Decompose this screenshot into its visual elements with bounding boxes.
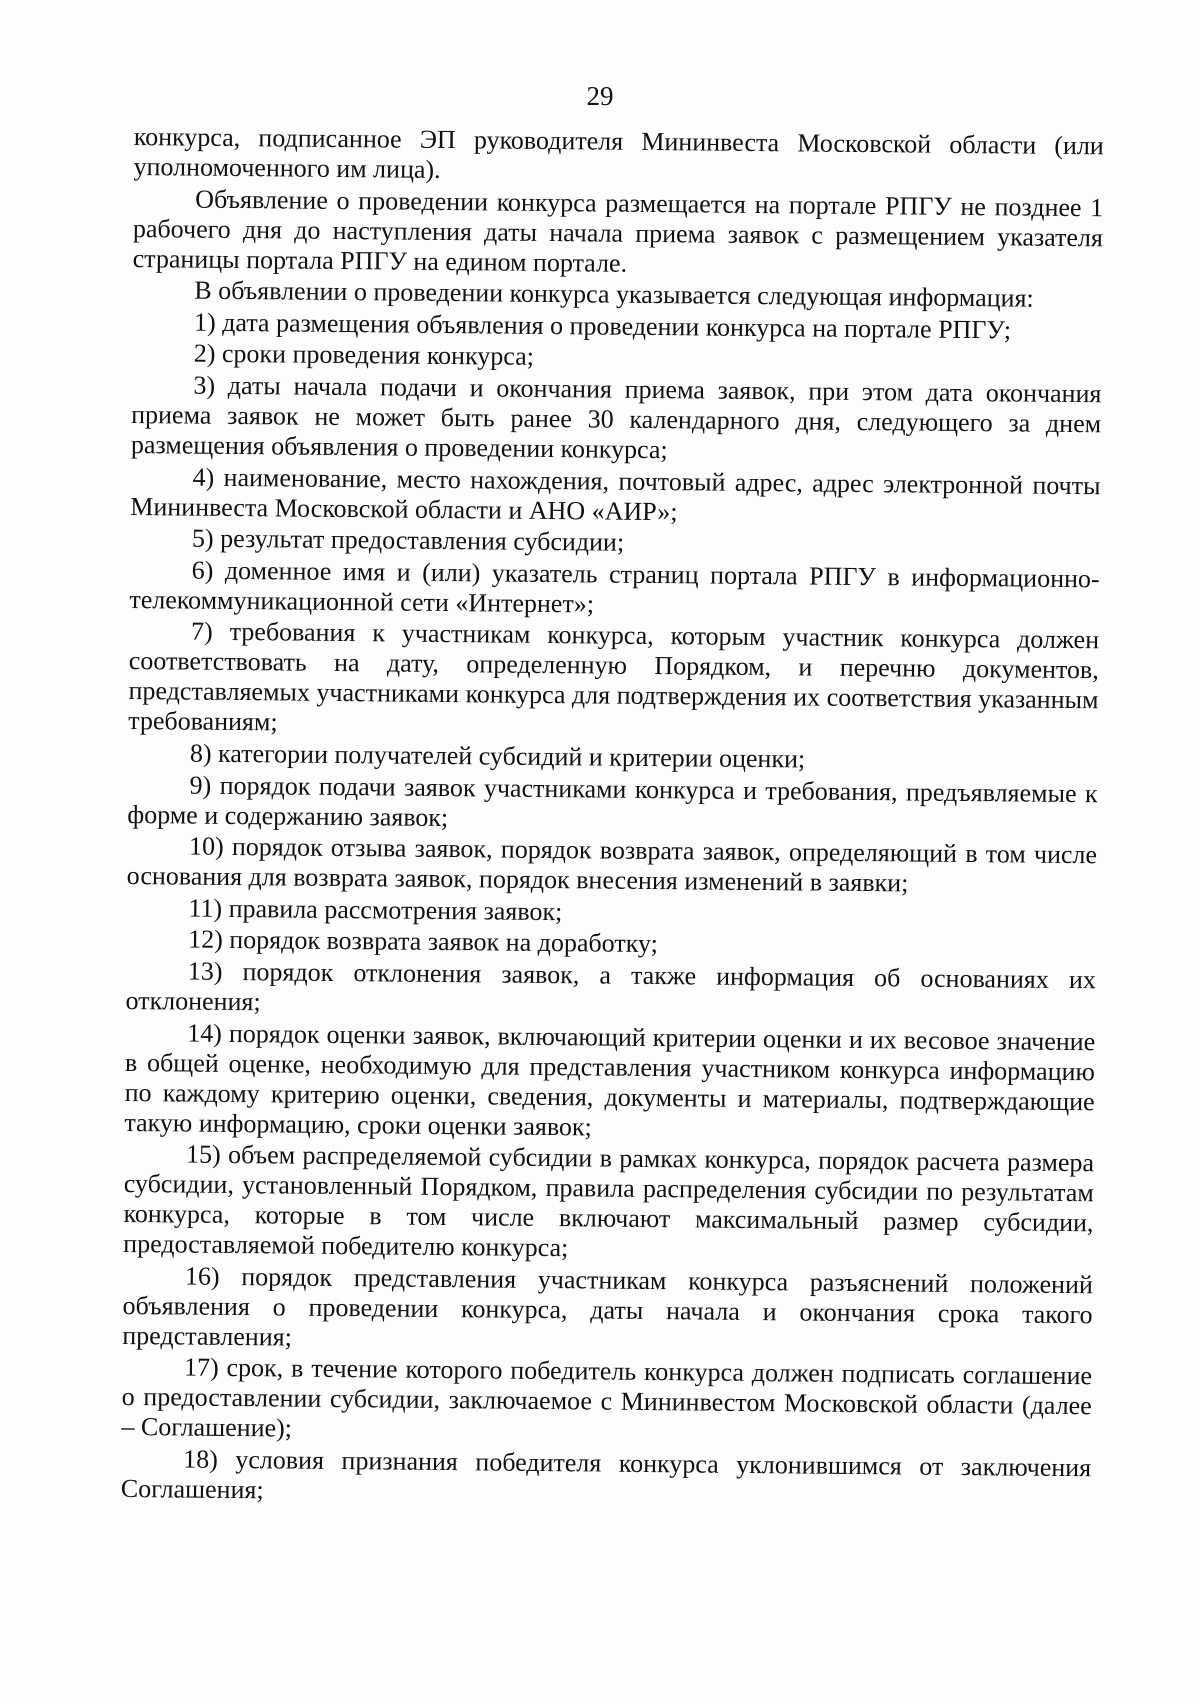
- paragraph: 16) порядок представления участникам конкурса разъяснений положений объявления о проведении конкурса, даты начала и окончания срока такого представления;: [122, 1261, 1094, 1352]
- paragraph: 12) порядок возврата заявок на доработку;: [188, 924, 659, 959]
- paragraph: Объявление о проведении конкурса размещается на портале РПГУ не позднее 1 рабочего дня до наступления даты начала приема заявок с размещением указателя страницы портала РПГУ на едином портале.: [132, 184, 1104, 278]
- paragraph: 6) доменное имя и (или) указатель страниц портала РПГУ в информационно-телекоммуникационной сети «Интернет»;: [129, 555, 1100, 619]
- paragraph: 2) сроки проведения конкурса;: [193, 338, 535, 372]
- paragraph: 8) категории получателей субсидий и критерии оценки;: [189, 738, 806, 774]
- paragraph: 9) порядок подачи заявок участниками конкурса и требования, предъявляемые к форме и содержанию заявок;: [127, 770, 1098, 832]
- paragraph: В объявлении о проведении конкурса указывается следующая информация:: [194, 275, 1034, 313]
- paragraph: 4) наименование, место нахождения, почтовый адрес, адрес электронной почты Мининвеста Московской области и АНО «АИР»;: [130, 462, 1101, 526]
- paragraph: 1) дата размещения объявления о проведении конкурса на портале РПГУ;: [193, 307, 1012, 345]
- paragraph: 14) порядок оценки заявок, включающий критерии оценки и их весовое значение в общей оценке, необходимую для представления участником конкурса информацию по каждому критерию оценки, сведения, документы и материалы, подтверждающие такую информацию, сроки оценки заявок;: [124, 1018, 1096, 1141]
- paragraph: 7) требования к участникам конкурса, которым участник конкурса должен соответствовать на дату, определенную Порядком, и перечню документов, представляемых участниками конкурса для подтверждения их соответствия указанным требованиям;: [128, 616, 1100, 737]
- paragraph: 13) порядок отклонения заявок, а также информация об основаниях их отклонения;: [125, 956, 1096, 1017]
- page-number: 29: [586, 81, 614, 111]
- paragraph: 5) результат предоставления субсидии;: [191, 523, 625, 557]
- document-body: [121, 122, 1104, 1513]
- paragraph: 15) объем распределяемой субсидии в рамках конкурса, порядок расчета размера субсидии, установленный Порядком, правила распределения субсидии по результатам конкурса, которые в том числе включают максимальный размер субсидии, предоставляемой победителю конкурса;: [123, 1139, 1095, 1263]
- paragraph: 18) условия признания победителя конкурса уклонившимся от заключения Соглашения;: [120, 1444, 1092, 1505]
- paragraph: 11) правила рассмотрения заявок;: [188, 893, 563, 926]
- paragraph: 3) даты начала подачи и окончания приема заявок, при этом дата окончания приема заявок не может быть ранее 30 календарного дня, следующего за днем размещения объявления о проведении конкурса;: [130, 370, 1102, 465]
- paragraph: 17) срок, в течение которого победитель конкурса должен подписать соглашение о предоставлении субсидии, заключаемое с Мининвестом Московской области (далее – Соглашение);: [121, 1352, 1093, 1443]
- paragraph: 10) порядок отзыва заявок, порядок возврата заявок, определяющий в том числе основания для возврата заявок, порядок внесения изменений в заявки;: [126, 831, 1098, 898]
- paragraph: конкурса, подписанное ЭП руководителя Мининвеста Московской области (или уполномоченного им лица).: [133, 122, 1104, 184]
